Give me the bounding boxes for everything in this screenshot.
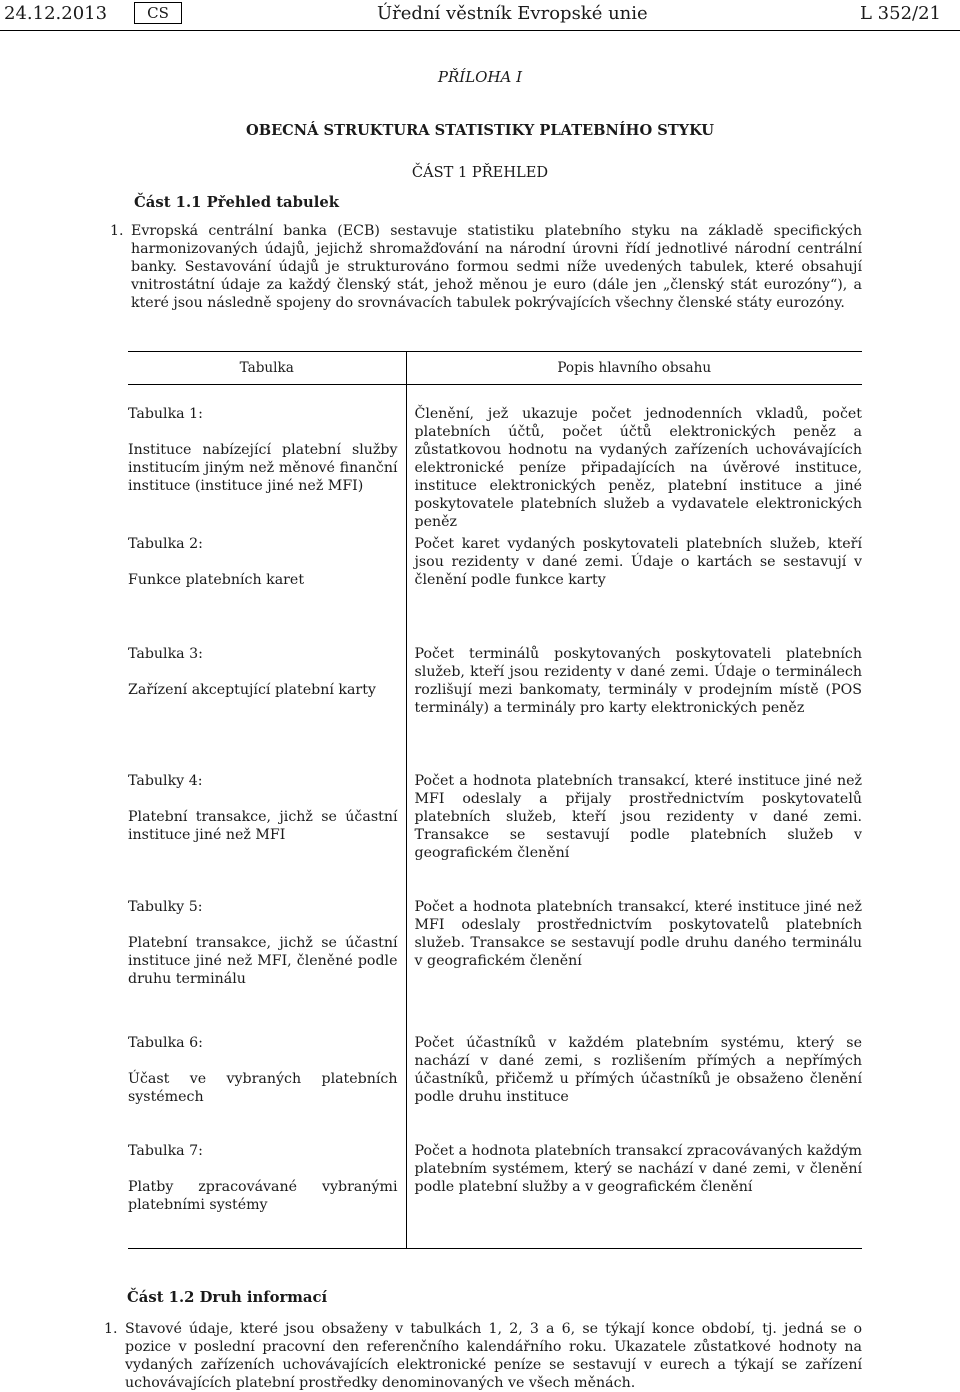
table-number: Tabulky 5: [128, 898, 203, 915]
table-description: Počet a hodnota platebních transakcí zpracovávaných každým platebním systémem, který se nachází v dané zemi, v členění podle platební služby a v geografickém členění [414, 1142, 862, 1195]
document-title: OBECNÁ STRUKTURA STATISTIKY PLATEBNÍHO STYKU [246, 122, 714, 139]
table-row [128, 535, 862, 645]
table-name: Zařízení akceptující platební karty [128, 681, 376, 698]
paragraph-number: 1. [110, 223, 124, 239]
table-number: Tabulka 3: [128, 645, 203, 662]
publication-date: 24.12.2013 [4, 3, 108, 24]
table-description: Počet terminálů poskytovaných poskytovateli platebních služeb, kteří jsou rezidenty v dané zemi. Údaje o terminálech rozlišují mezi bankomaty, terminály v prodejním místě (POS terminály) a terminály pro karty elektronických peněz [414, 645, 862, 716]
table-name: Platební transakce, jichž se účastní instituce jiné než MFI [128, 808, 398, 843]
table-number: Tabulka 2: [128, 535, 203, 552]
journal-title: Úřední věstník Evropské unie [377, 3, 648, 24]
overview-table [128, 351, 862, 1249]
table-name: Platební transakce, jichž se účastní instituce jiné než MFI, členěné podle druhu terminálu [128, 934, 398, 987]
table-number: Tabulka 6: [128, 1034, 203, 1051]
table-row [128, 1142, 862, 1249]
part-title: ČÁST 1 PŘEHLED [411, 164, 549, 181]
table-header-row [128, 352, 862, 385]
page-reference: L 352/21 [860, 3, 941, 24]
table-row [128, 1034, 862, 1142]
annex-label: PŘÍLOHA I [437, 68, 523, 86]
section-heading-1-2: Část 1.2 Druh informací [127, 1289, 328, 1306]
table-row [128, 772, 862, 898]
section-1-2-paragraph [104, 1320, 862, 1392]
header-rule [0, 30, 960, 31]
table-description: Počet karet vydaných poskytovateli platebních služeb, kteří jsou rezidenty v dané zemi. Údaje o kartách se sestavují v členění podle funkce karty [414, 535, 862, 588]
table-name: Instituce nabízející platební služby institucím jiným než měnové finanční instituce (instituce jiné než MFI) [128, 441, 398, 494]
section-heading-1-1: Část 1.1 Přehled tabulek [134, 194, 340, 211]
table-name: Funkce platebních karet [128, 571, 305, 588]
table-row [128, 405, 862, 535]
table-number: Tabulky 4: [128, 772, 203, 789]
column-header-description: Popis hlavního obsahu [406, 352, 862, 385]
paragraph-number: 1. [104, 1321, 118, 1337]
table-description: Počet a hodnota platebních transakcí, které instituce jiné než MFI odeslaly prostřednictvím poskytovatelů platebních služeb. Transakce se sestavují podle druhu daného terminálu v geografickém členění [414, 898, 862, 969]
column-header-table: Tabulka [128, 352, 406, 385]
table-name: Účast ve vybraných platebních systémech [128, 1070, 398, 1105]
language-code-box: CS [134, 2, 182, 24]
table-row [128, 898, 862, 1034]
table-description: Počet účastníků v každém platebním systému, který se nachází v dané zemi, s rozlišením přímých a nepřímých účastníků, přičemž u přímých účastníků je obsaženo členění podle druhu instituce [414, 1034, 862, 1105]
table-number: Tabulka 7: [128, 1142, 203, 1159]
paragraph-text: Stavové údaje, které jsou obsaženy v tabulkách 1, 2, 3 a 6, se týkají konce období, tj. jedná se o pozice v poslední pracovní den referenčního kalendářního roku. Ukazatele zůstatkové hodnoty na vydaných zařízeních uchovávajících elektronické peníze se sestavují v eurech a týkají se zařízení uchovávajících platební prostředky denominovaných ve všech měnách. [125, 1321, 862, 1391]
table-description: Členění, jež ukazuje počet jednodenních vkladů, počet platebních účtů, počet účtů elektronických peněz a zůstatkovou hodnotu na vydaných zařízeních uchovávajících elektronické peníze připadajících na úvěrové instituce, instituce elektronických peněz, platební instituce a jiné poskytovatele platebních služeb a vydavatele elektronických peněz [414, 405, 862, 530]
table-number: Tabulka 1: [128, 405, 203, 422]
paragraph-text: Evropská centrální banka (ECB) sestavuje statistiku platebního styku na základě specifických harmonizovaných údajů, jejichž shromažďování na národní úrovni řídí jednotlivé národní centrální banky. Sestavování údajů je strukturováno formou sedmi níže uvedených tabulek, které obsahují vnitrostátní údaje za každý členský stát, jehož měnou je euro (dále jen „členský stát eurozóny“), a které jsou následně spojeny do srovnávacích tabulek pokrývajících všechny členské státy eurozóny. [131, 223, 862, 311]
table-row [128, 645, 862, 772]
section-1-1-paragraph [110, 222, 862, 312]
table-name: Platby zpracovávané vybranými platebními systémy [128, 1178, 398, 1213]
table-description: Počet a hodnota platebních transakcí, které instituce jiné než MFI odeslaly a přijaly prostřednictvím poskytovatelů platebních služeb, kteří jsou rezidenty v dané zemi. Transakce se sestavují podle platebních služeb v geografickém členění [414, 772, 862, 861]
